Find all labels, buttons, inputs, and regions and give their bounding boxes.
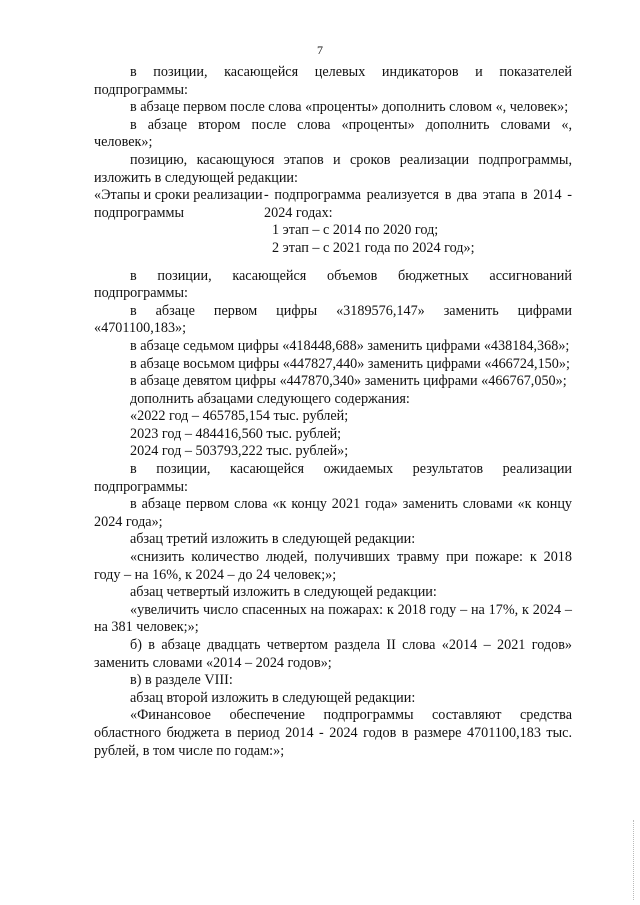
paragraph: в абзаце первом слова «к концу 2021 года» заменить словами «к концу 2024 года»; (94, 496, 572, 530)
paragraph: в абзаце втором после слова «проценты» дополнить словами «, человек»; (94, 116, 572, 151)
paragraph: 2024 год – 503793,222 тыс. рублей»; (130, 443, 349, 460)
paragraph: «увеличить число спасенных на пожарах: к 2018 году – на 17%, к 2024 – на 381 человек;»; (94, 601, 572, 636)
paragraph: абзац третий изложить в следующей редакции: (130, 531, 416, 548)
paragraph: в абзаце первом после слова «проценты» дополнить словом «, человек»; (130, 99, 569, 116)
paragraph: позицию, касающуюся этапов и сроков реализации подпрограммы, изложить в следующей редакции: (94, 151, 572, 186)
paragraph: б) в абзаце двадцать четвертом раздела II слова «2014 – 2021 годов» заменить словами «2014 – 2024 годов»; (94, 637, 572, 671)
stages-value-line: 2 этап – с 2021 года по 2024 год»; (272, 239, 475, 256)
paragraph: в абзаце восьмом цифры «447827,440» заменить цифрами «466724,150»; (130, 355, 570, 372)
paragraph: «2022 год – 465785,154 тыс. рублей; (130, 408, 349, 425)
paragraph: 2023 год – 484416,560 тыс. рублей; (130, 425, 342, 442)
stages-value-line: - подпрограмма реализуется в два этапа в 2014 - 2024 годах: (264, 187, 572, 221)
paragraph: в абзаце седьмом цифры «418448,688» заменить цифрами «438184,368»; (130, 337, 570, 354)
paragraph: в позиции, касающейся объемов бюджетных ассигнований подпрограммы: (94, 267, 572, 302)
stages-value-line: 1 этап – с 2014 по 2020 год; (272, 222, 439, 239)
paragraph: «Финансовое обеспечение подпрограммы составляют средства областного бюджета в период 2014 - 2024 годов в размере 4701100,183 тыс. рублей, в том числе по годам:»; (94, 707, 572, 759)
page-number: 7 (317, 43, 323, 57)
paragraph: в абзаце первом цифры «3189576,147» заменить цифрами «4701100,183»; (94, 302, 572, 337)
paragraph: дополнить абзацами следующего содержания: (130, 390, 410, 407)
document-body (94, 64, 572, 760)
scan-edge-mark (633, 820, 636, 900)
stages-label: «Этапы и сроки реализации подпрограммы (94, 187, 263, 221)
paragraph: в позиции, касающейся ожидаемых результатов реализации подпрограммы: (94, 461, 572, 495)
paragraph: в позиции, касающейся целевых индикаторов и показателей подпрограммы: (94, 64, 572, 98)
paragraph: в абзаце девятом цифры «447870,340» заменить цифрами «466767,050»; (130, 373, 567, 390)
paragraph: абзац второй изложить в следующей редакции: (130, 689, 416, 706)
stages-table (94, 187, 572, 257)
stages-value (264, 187, 572, 257)
paragraph: абзац четвертый изложить в следующей редакции: (130, 584, 437, 601)
paragraph: в) в разделе VIII: (130, 672, 233, 689)
paragraph: «снизить количество людей, получивших травму при пожаре: к 2018 году – на 16%, к 2024 – до 24 человек;»; (94, 549, 572, 583)
